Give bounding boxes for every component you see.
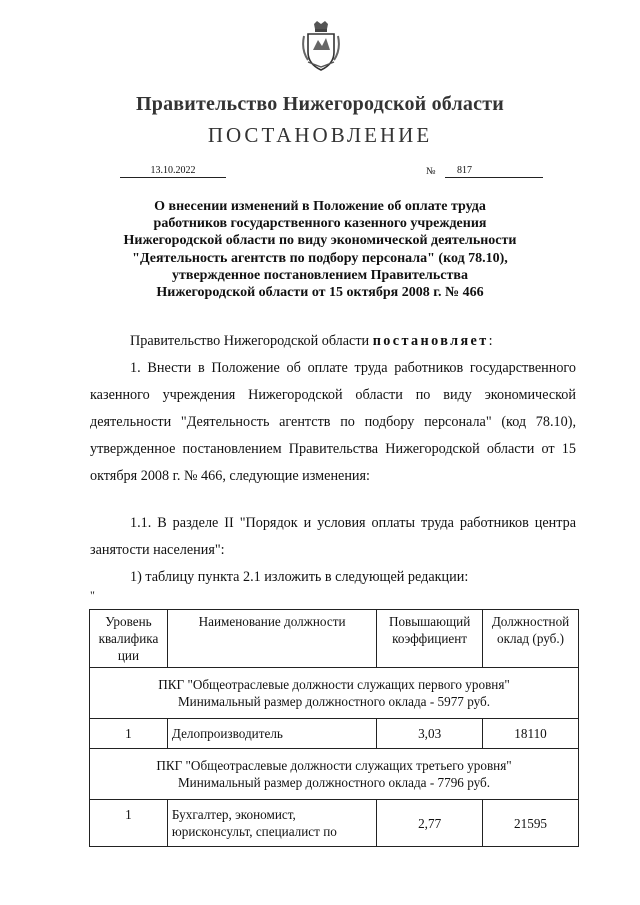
table-header-row bbox=[90, 610, 579, 668]
number-sign: № bbox=[426, 166, 436, 177]
subject-line: Нижегородской области по виду экономической деятельности bbox=[123, 233, 517, 249]
salary-table bbox=[89, 609, 579, 847]
preamble-end: : bbox=[488, 333, 493, 349]
subject-line: О внесении изменений в Положение об оплате труда bbox=[154, 199, 486, 214]
open-quote-mark: " bbox=[90, 588, 95, 602]
document-subject bbox=[80, 198, 560, 301]
preamble bbox=[90, 328, 576, 355]
cell-coefficient: 2,77 bbox=[377, 800, 483, 847]
group-title: ПКГ "Общеотраслевые должности служащих первого уровня" bbox=[158, 677, 510, 692]
cell-position: Бухгалтер, экономист, юрисконсульт, специалист по bbox=[167, 800, 376, 847]
table-row bbox=[90, 719, 579, 749]
subject-line: "Деятельность агентств по подбору персонала" (код 78.10), bbox=[132, 250, 508, 266]
decree-word: постановляет bbox=[372, 333, 489, 349]
group-row bbox=[90, 749, 579, 800]
cell-coefficient: 3,03 bbox=[377, 719, 483, 749]
item-1-1-paragraph: 1.1. В разделе II "Порядок и условия оплаты труда работников центра занятости населения": bbox=[90, 515, 576, 558]
cell-salary: 21595 bbox=[483, 800, 579, 847]
cell-level: 1 bbox=[90, 800, 168, 847]
document-type: ПОСТАНОВЛЕНИЕ bbox=[207, 123, 433, 147]
group-header bbox=[90, 749, 579, 800]
header-position: Наименование должности bbox=[167, 610, 376, 668]
subject-line: утвержденное постановлением Правительства bbox=[172, 267, 468, 283]
item-1-1-1-paragraph: 1) таблицу пункта 2.1 изложить в следующей редакции: bbox=[130, 569, 469, 585]
cell-position: Делопроизводитель bbox=[167, 719, 376, 749]
header-salary: Должностной оклад (руб.) bbox=[483, 610, 579, 668]
document-number: 817 bbox=[445, 165, 543, 178]
cell-level: 1 bbox=[90, 719, 168, 749]
group-header bbox=[90, 668, 579, 719]
subject-line: работников государственного казенного учреждения bbox=[153, 216, 487, 232]
item-1-paragraph: 1. Внести в Положение об оплате труда работников государственного казенного учреждения Нижегородской области по виду экономической деятельности "Деятельность агентств по подбору персонала" (код 78.10), утвержденное постановлением Правительства Нижегородской области от 15 октября 2008 г. № 466, следующие изменения: bbox=[90, 360, 576, 484]
header-level: Уровень квалифика ции bbox=[90, 610, 168, 668]
group-min-salary: Минимальный размер должностного оклада - 5977 руб. bbox=[177, 694, 491, 709]
coat-of-arms-emblem bbox=[300, 20, 342, 72]
header-coefficient: Повышающий коэффициент bbox=[377, 610, 483, 668]
cell-salary: 18110 bbox=[483, 719, 579, 749]
preamble-text: Правительство Нижегородской области bbox=[130, 333, 373, 349]
subject-line: Нижегородской области от 15 октября 2008 г. № 466 bbox=[156, 285, 484, 301]
table-row bbox=[90, 800, 579, 847]
group-min-salary: Минимальный размер должностного оклада - 7796 руб. bbox=[177, 775, 491, 790]
document-date: 13.10.2022 bbox=[120, 165, 226, 178]
group-title: ПКГ "Общеотраслевые должности служащих третьего уровня" bbox=[156, 758, 512, 773]
government-title: Правительство Нижегородской области bbox=[136, 93, 504, 115]
group-row bbox=[90, 668, 579, 719]
